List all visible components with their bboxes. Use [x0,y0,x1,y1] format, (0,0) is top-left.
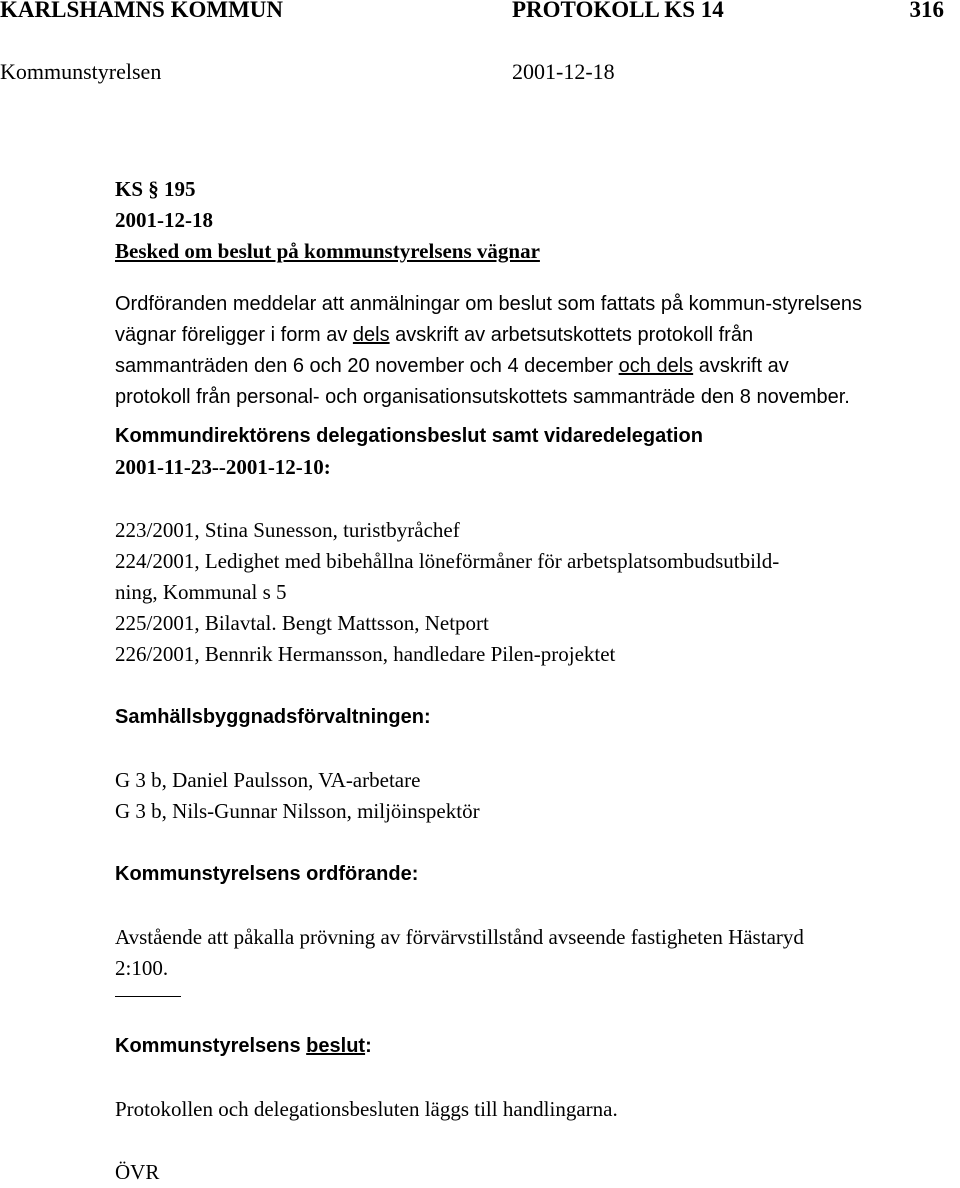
intro-underlined: och dels [618,355,694,377]
body-name: Kommunstyrelsen [0,59,162,84]
distribution-label: ÖVR [115,1160,160,1184]
section-title: Besked om beslut på kommunstyrelsens vägnar [115,239,540,263]
list-item: 225/2001, Bilavtal. Bengt Mattsson, Netport [115,611,489,635]
list-item: 224/2001, Ledighet med bibehållna löneförmåner för arbetsplatsombudsutbild- [115,549,780,573]
intro-text: vägnar föreligger i form av [115,324,353,346]
beslut-heading-colon: : [365,1035,372,1057]
page-header [0,0,960,25]
beslut-text: Protokollen och delegationsbesluten läggs till handlingarna. [115,1097,618,1121]
header-date: 2001-12-18 [512,59,615,84]
samhall-list [115,765,955,827]
ordforande-heading: Kommunstyrelsens ordförande: [115,863,419,885]
intro-line [115,320,955,351]
page-number: 316 [909,0,944,22]
page-subheader [0,56,960,87]
delegation-period: 2001-11-23--2001-12-10: [115,455,331,479]
intro-paragraph [115,289,955,413]
list-item: G 3 b, Nils-Gunnar Nilsson, miljöinspektör [115,799,480,823]
intro-text: sammanträden den 6 och 20 november och 4 december [115,355,619,377]
list-item: 226/2001, Bennrik Hermansson, handledare Pilen-projektet [115,642,616,666]
beslut-heading-underlined: beslut [306,1035,366,1057]
organization-name: KARLSHAMNS KOMMUN [0,0,284,22]
intro-line: protokoll från personal- och organisationsutskottets sammanträde den 8 november. [115,386,850,408]
protocol-label: PROTOKOLL KS 14 [512,0,724,22]
intro-underlined: dels [352,324,390,346]
intro-text: avskrift av [693,355,789,377]
section-number: KS § 195 [115,177,196,201]
document-body [115,174,955,1188]
delegation-heading: Kommundirektörens delegationsbeslut samt vidaredelegation [115,425,703,447]
intro-line: Ordföranden meddelar att anmälningar om beslut som fattats på kommun-styrelsens [115,293,863,315]
list-item: G 3 b, Daniel Paulsson, VA-arbetare [115,768,421,792]
beslut-heading-text: Kommunstyrelsens [115,1035,307,1057]
delegation-list [115,515,955,670]
ordforande-line: Avstående att påkalla prövning av förvärvstillstånd avseende fastigheten Hästaryd [115,925,804,949]
intro-text: avskrift av arbetsutskottets protokoll från [389,324,754,346]
list-item: ning, Kommunal s 5 [115,580,287,604]
section-date: 2001-12-18 [115,208,213,232]
list-item: 223/2001, Stina Sunesson, turistbyråchef [115,518,460,542]
beslut-heading [115,1031,955,1062]
ordforande-line: 2:100. [115,956,169,980]
samhall-heading: Samhällsbyggnadsförvaltningen: [115,706,431,728]
intro-line [115,351,955,382]
